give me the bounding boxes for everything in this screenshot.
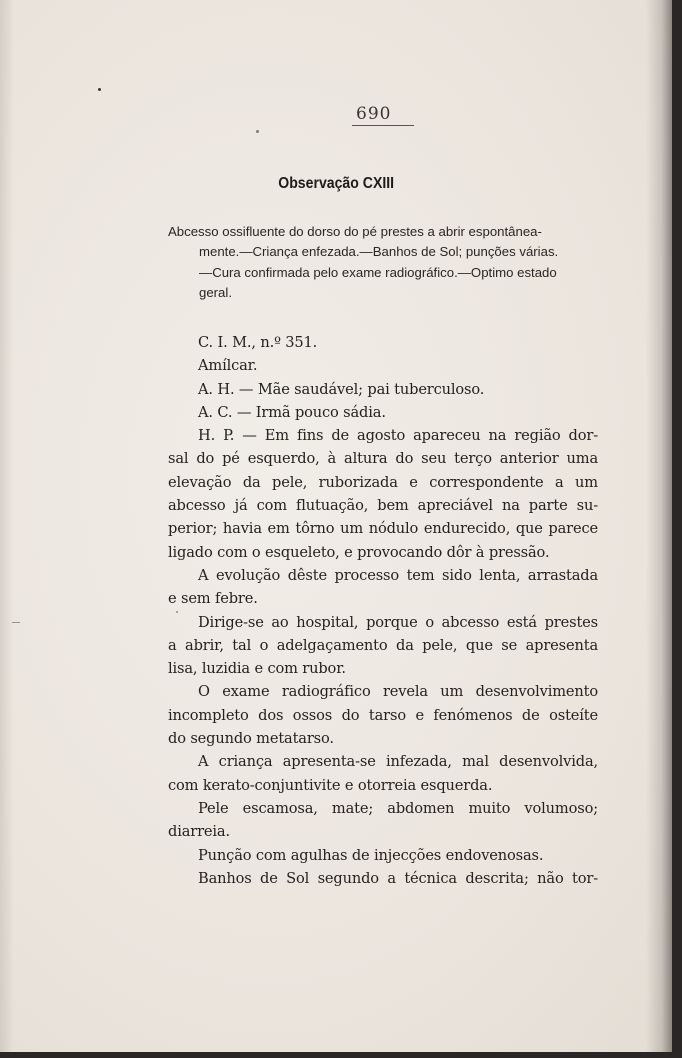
body-line: a abrir, tal o adelgaçamento da pele, que se apresenta (168, 636, 598, 654)
body-line: abcesso já com flutuação, bem apreciável na parte su- (168, 497, 598, 515)
case-summary (168, 222, 598, 303)
observation-heading: Observação CXIII (278, 175, 395, 192)
page-number: 690 (356, 104, 392, 124)
body-line: Dirige-se ao hospital, porque o abcesso está prestes (198, 613, 598, 631)
body-line: Amílcar. (198, 357, 258, 375)
body-line: perior; havia em tôrno um nódulo endurecido, que parece (168, 520, 598, 538)
page-gutter-shadow (646, 0, 672, 1052)
summary-line: geral. (199, 284, 232, 300)
summary-line: —Cura confirmada pelo exame radiográfico.—Optimo estado (199, 264, 557, 280)
body-line: e sem febre. (168, 590, 258, 608)
body-line: diarreia. (168, 823, 230, 841)
body-line: ligado com o esqueleto, e provocando dôr à pressão. (168, 543, 550, 561)
ink-speck (176, 611, 178, 613)
summary-line: Abcesso ossifluente do dorso do pé prestes a abrir espontânea- (168, 224, 542, 239)
ink-speck (256, 130, 259, 133)
body-line: A. H. — Mãe saudável; pai tuberculoso. (198, 380, 485, 398)
body-line: A. C. — Irmã pouco sádia. (198, 403, 386, 421)
body-line: elevação da pele, ruborizada e correspondente a um (168, 473, 598, 491)
ink-speck (98, 88, 101, 91)
body-line: incompleto dos ossos do tarso e fenómenos de osteíte (168, 706, 598, 724)
body-line: A criança apresenta-se infezada, mal desenvolvida, (198, 753, 598, 771)
body-line: A evolução dêste processo tem sido lenta, arrastada (198, 566, 598, 584)
page-edge-shadow (0, 0, 14, 1052)
body-line: Punção com agulhas de injecções endovenosas. (198, 846, 544, 864)
summary-line: mente.—Criança enfezada.—Banhos de Sol; punções várias. (199, 244, 559, 260)
body-line: Pele escamosa, mate; abdomen muito volumoso; (198, 799, 598, 817)
case-body-text (168, 331, 598, 890)
body-line: C. I. M., n.º 351. (198, 334, 318, 351)
body-line: H. P. — Em fins de agosto apareceu na região dor- (198, 427, 598, 445)
body-line: do segundo metatarso. (168, 730, 334, 748)
body-line: com kerato-conjuntivite e otorreia esquerda. (168, 776, 493, 794)
page-number-rule (352, 125, 414, 126)
body-line: lisa, luzidia e com rubor. (168, 660, 346, 678)
body-line: sal do pé esquerdo, à altura do seu terço anterior uma (168, 450, 598, 468)
body-line: Banhos de Sol segundo a técnica descrita; não tor- (198, 869, 598, 887)
body-line: O exame radiográfico revela um desenvolvimento (198, 683, 598, 701)
ink-speck (12, 622, 20, 623)
